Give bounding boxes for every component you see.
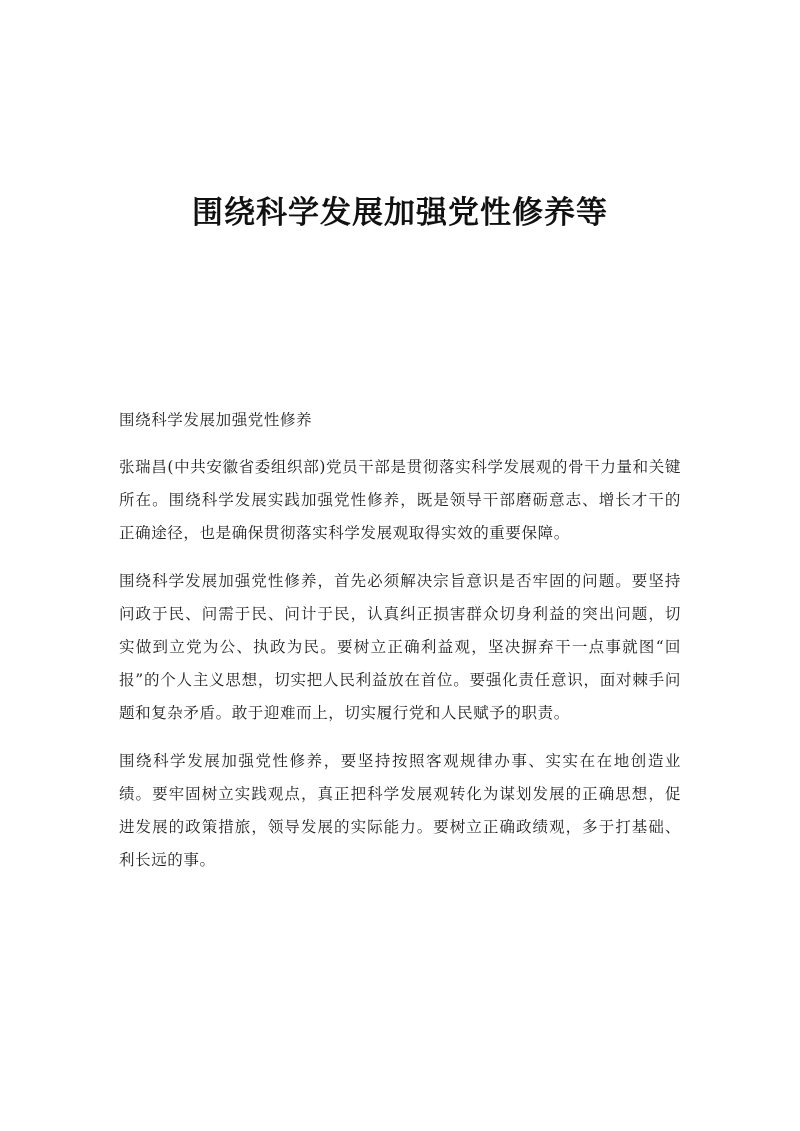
section-heading: 围绕科学发展加强党性修养 — [119, 411, 313, 429]
document-body — [119, 404, 681, 892]
paragraph-3: 围绕科学发展加强党性修养，要坚持按照客观规律办事、实实在在地创造业绩。要牢固树立实践观点，真正把科学发展观转化为谋划发展的正确思想，促进发展的政策措旅，领导发展的实际能力。要树立正确政绩观，多于打基础、利长远的事。 — [119, 752, 681, 869]
document-title: 围绕科学发展加强党性修养等 — [192, 195, 608, 231]
paragraph-2: 围绕科学发展加强党性修养，首先必须解决宗旨意识是否牢固的问题。要坚持问政于民、问需于民、问计于民，认真纠正损害群众切身利益的突出问题，切实做到立党为公、执政为民。要树立正确利益观，坚决摒弃干一点事就图“回报”的个人主义思想，切实把人民利益放在首位。要强化责任意识，面对棘手问题和复杂矛盾。敢于迎难而上，切实履行党和人民赋予的职责。 — [119, 572, 681, 722]
paragraph-1: 张瑞昌(中共安徽省委组织部)党员干部是贯彻落实科学发展观的骨干力量和关键所在。围绕科学发展实践加强党性修养，既是领导干部磨砺意志、增长才干的正确途径，也是确保贯彻落实科学发展观取得实效的重要保障。 — [119, 458, 681, 542]
